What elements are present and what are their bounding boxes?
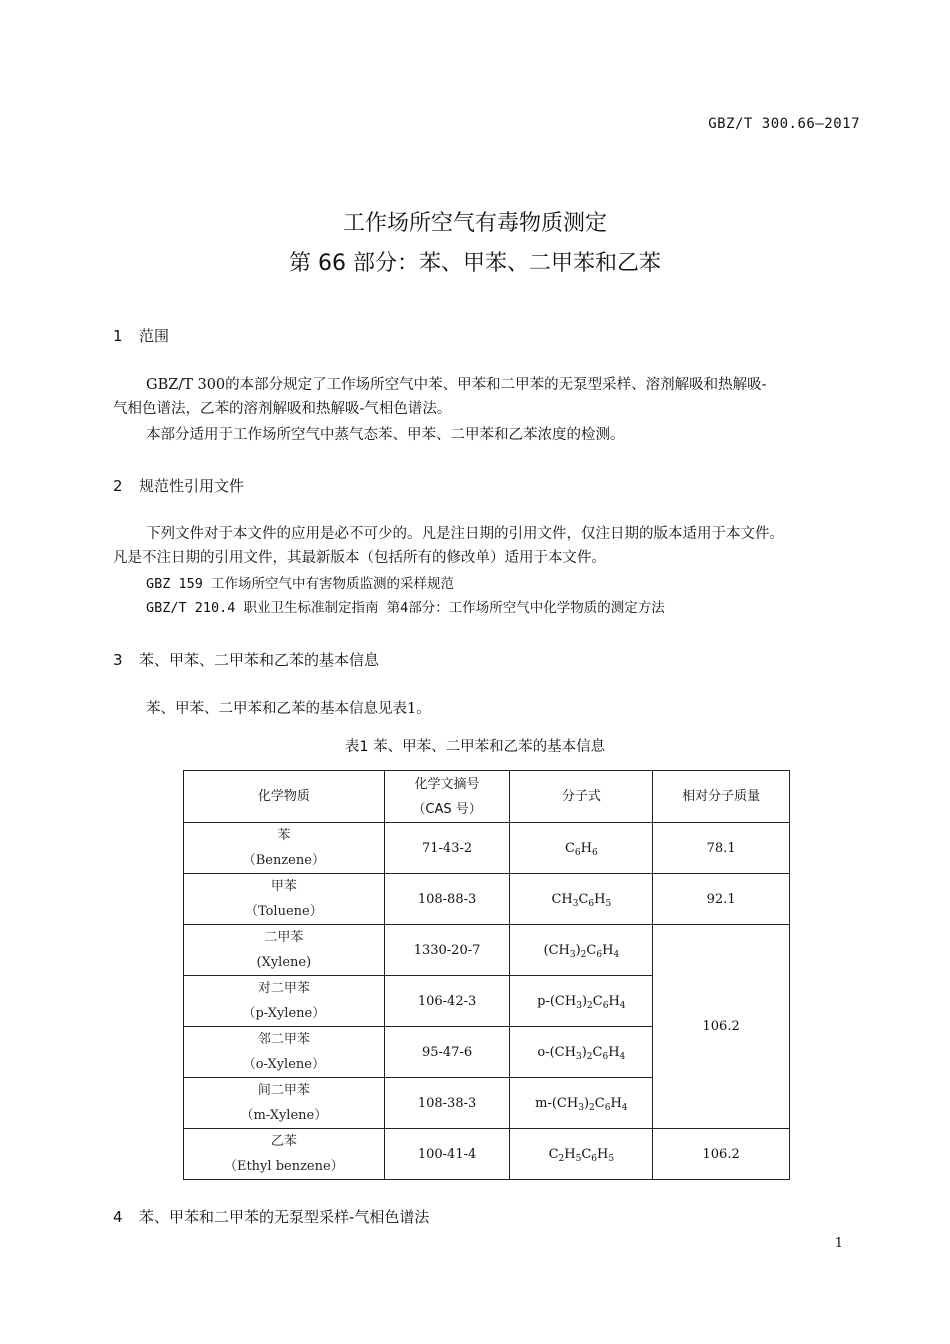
mass-cell: 106.2 [653,1129,790,1180]
cas-cell: 106-42-3 [384,976,510,1027]
substance-name-cn: 苯 [277,828,291,843]
page-number: 1 [834,1236,843,1251]
paragraph-line: 气相色谱法，乙苯的溶剂解吸和热解吸-气相色谱法。 [113,401,452,417]
section-number: 4 [113,1208,123,1226]
basic-info-table [183,770,790,1180]
section-2-paragraph-1 [113,522,863,570]
formula-cell: $(CH_3)_2C_6H_4$ [510,925,653,976]
section-2-heading [113,475,244,496]
reference-gbz-159: GBZ 159 工作场所空气中有害物质监测的采样规范 [146,576,455,592]
table-row [184,1129,790,1180]
substance-name-en: （o-Xylene） [242,1057,325,1072]
mass-cell: 78.1 [653,823,790,874]
document-title-line2: 第 66 部分：苯、甲苯、二甲苯和乙苯 [289,251,661,276]
paragraph-line: 凡是不注日期的引用文件，其最新版本（包括所有的修改单）适用于本文件。 [113,550,606,566]
formula-cell: $o-(CH_3)_2C_6H_4$ [510,1027,653,1078]
substance-cell [184,976,385,1027]
section-4-heading [113,1206,429,1227]
formula-cell: $m-(CH_3)_2C_6H_4$ [510,1078,653,1129]
reference-gbz-t-210-4: GBZ/T 210.4 职业卫生标准制定指南 第4部分：工作场所空气中化学物质的测定方法 [146,600,665,616]
header-formula: 分子式 [510,771,653,823]
formula-cell: $C_6H_6$ [510,823,653,874]
section-number: 1 [113,327,123,345]
header-mass: 相对分子质量 [653,771,790,823]
mass-cell: 92.1 [653,874,790,925]
section-number: 3 [113,651,123,669]
substance-name-cn: 间二甲苯 [257,1083,310,1098]
substance-name-cn: 对二甲苯 [257,981,310,996]
substance-name-cn: 甲苯 [270,879,297,894]
cas-cell: 71-43-2 [384,823,510,874]
mass-cell-merged: 106.2 [653,925,790,1129]
formula-cell: $p-(CH_3)_2C_6H_4$ [510,976,653,1027]
substance-name-en: （Toluene） [244,904,323,919]
table-row [184,874,790,925]
section-title: 规范性引用文件 [139,477,245,495]
substance-cell [184,1078,385,1129]
table-header-row [184,771,790,823]
substance-name-en: （Benzene） [242,853,325,868]
substance-cell [184,925,385,976]
section-3-heading [113,649,379,670]
table-caption: 表1 苯、甲苯、二甲苯和乙苯的基本信息 [344,739,606,755]
substance-name-cn: 二甲苯 [264,930,304,945]
table-row [184,925,790,976]
cas-cell: 95-47-6 [384,1027,510,1078]
substance-cell [184,1129,385,1180]
table-row [184,823,790,874]
header-cas-line2: （CAS 号） [412,801,482,817]
substance-name-en: （m-Xylene） [240,1108,328,1123]
cas-cell: 108-88-3 [384,874,510,925]
section-title: 范围 [139,327,170,345]
section-title: 苯、甲苯和二甲苯的无泵型采样-气相色谱法 [139,1208,430,1226]
section-number: 2 [113,477,123,495]
header-cas-line1: 化学文摘号 [414,776,480,792]
section-title: 苯、甲苯、二甲苯和乙苯的基本信息 [139,651,380,669]
cas-cell: 1330-20-7 [384,925,510,976]
section-1-heading [113,325,169,346]
substance-name-en: （p-Xylene） [242,1006,326,1021]
cas-cell: 100-41-4 [384,1129,510,1180]
paragraph-line: 下列文件对于本文件的应用是必不可少的。凡是注日期的引用文件，仅注日期的版本适用于本文件。 [146,526,784,542]
paragraph-line: GBZ/T 300的本部分规定了工作场所空气中苯、甲苯和二甲苯的无泵型采样、溶剂解吸和热解吸- [146,377,767,393]
section-1-paragraph-2: 本部分适用于工作场所空气中蒸气态苯、甲苯、二甲苯和乙苯浓度的检测。 [146,427,625,443]
header-substance: 化学物质 [184,771,385,823]
formula-cell: $C_2H_5C_6H_5$ [510,1129,653,1180]
cas-cell: 108-38-3 [384,1078,510,1129]
substance-name-cn: 乙苯 [270,1134,297,1149]
document-title-line1: 工作场所空气有毒物质测定 [342,211,607,236]
substance-cell [184,874,385,925]
standard-code: GBZ/T 300.66—2017 [708,116,860,132]
substance-cell [184,823,385,874]
section-3-paragraph-1: 苯、甲苯、二甲苯和乙苯的基本信息见表1。 [146,701,431,717]
formula-cell: $CH_3C_6H_5$ [510,874,653,925]
substance-name-en: （Ethyl benzene） [223,1159,344,1174]
section-1-paragraph-1 [113,373,863,421]
substance-name-cn: 邻二甲苯 [257,1032,310,1047]
substance-cell [184,1027,385,1078]
substance-name-en: (Xylene) [256,955,312,970]
header-cas [384,771,510,823]
